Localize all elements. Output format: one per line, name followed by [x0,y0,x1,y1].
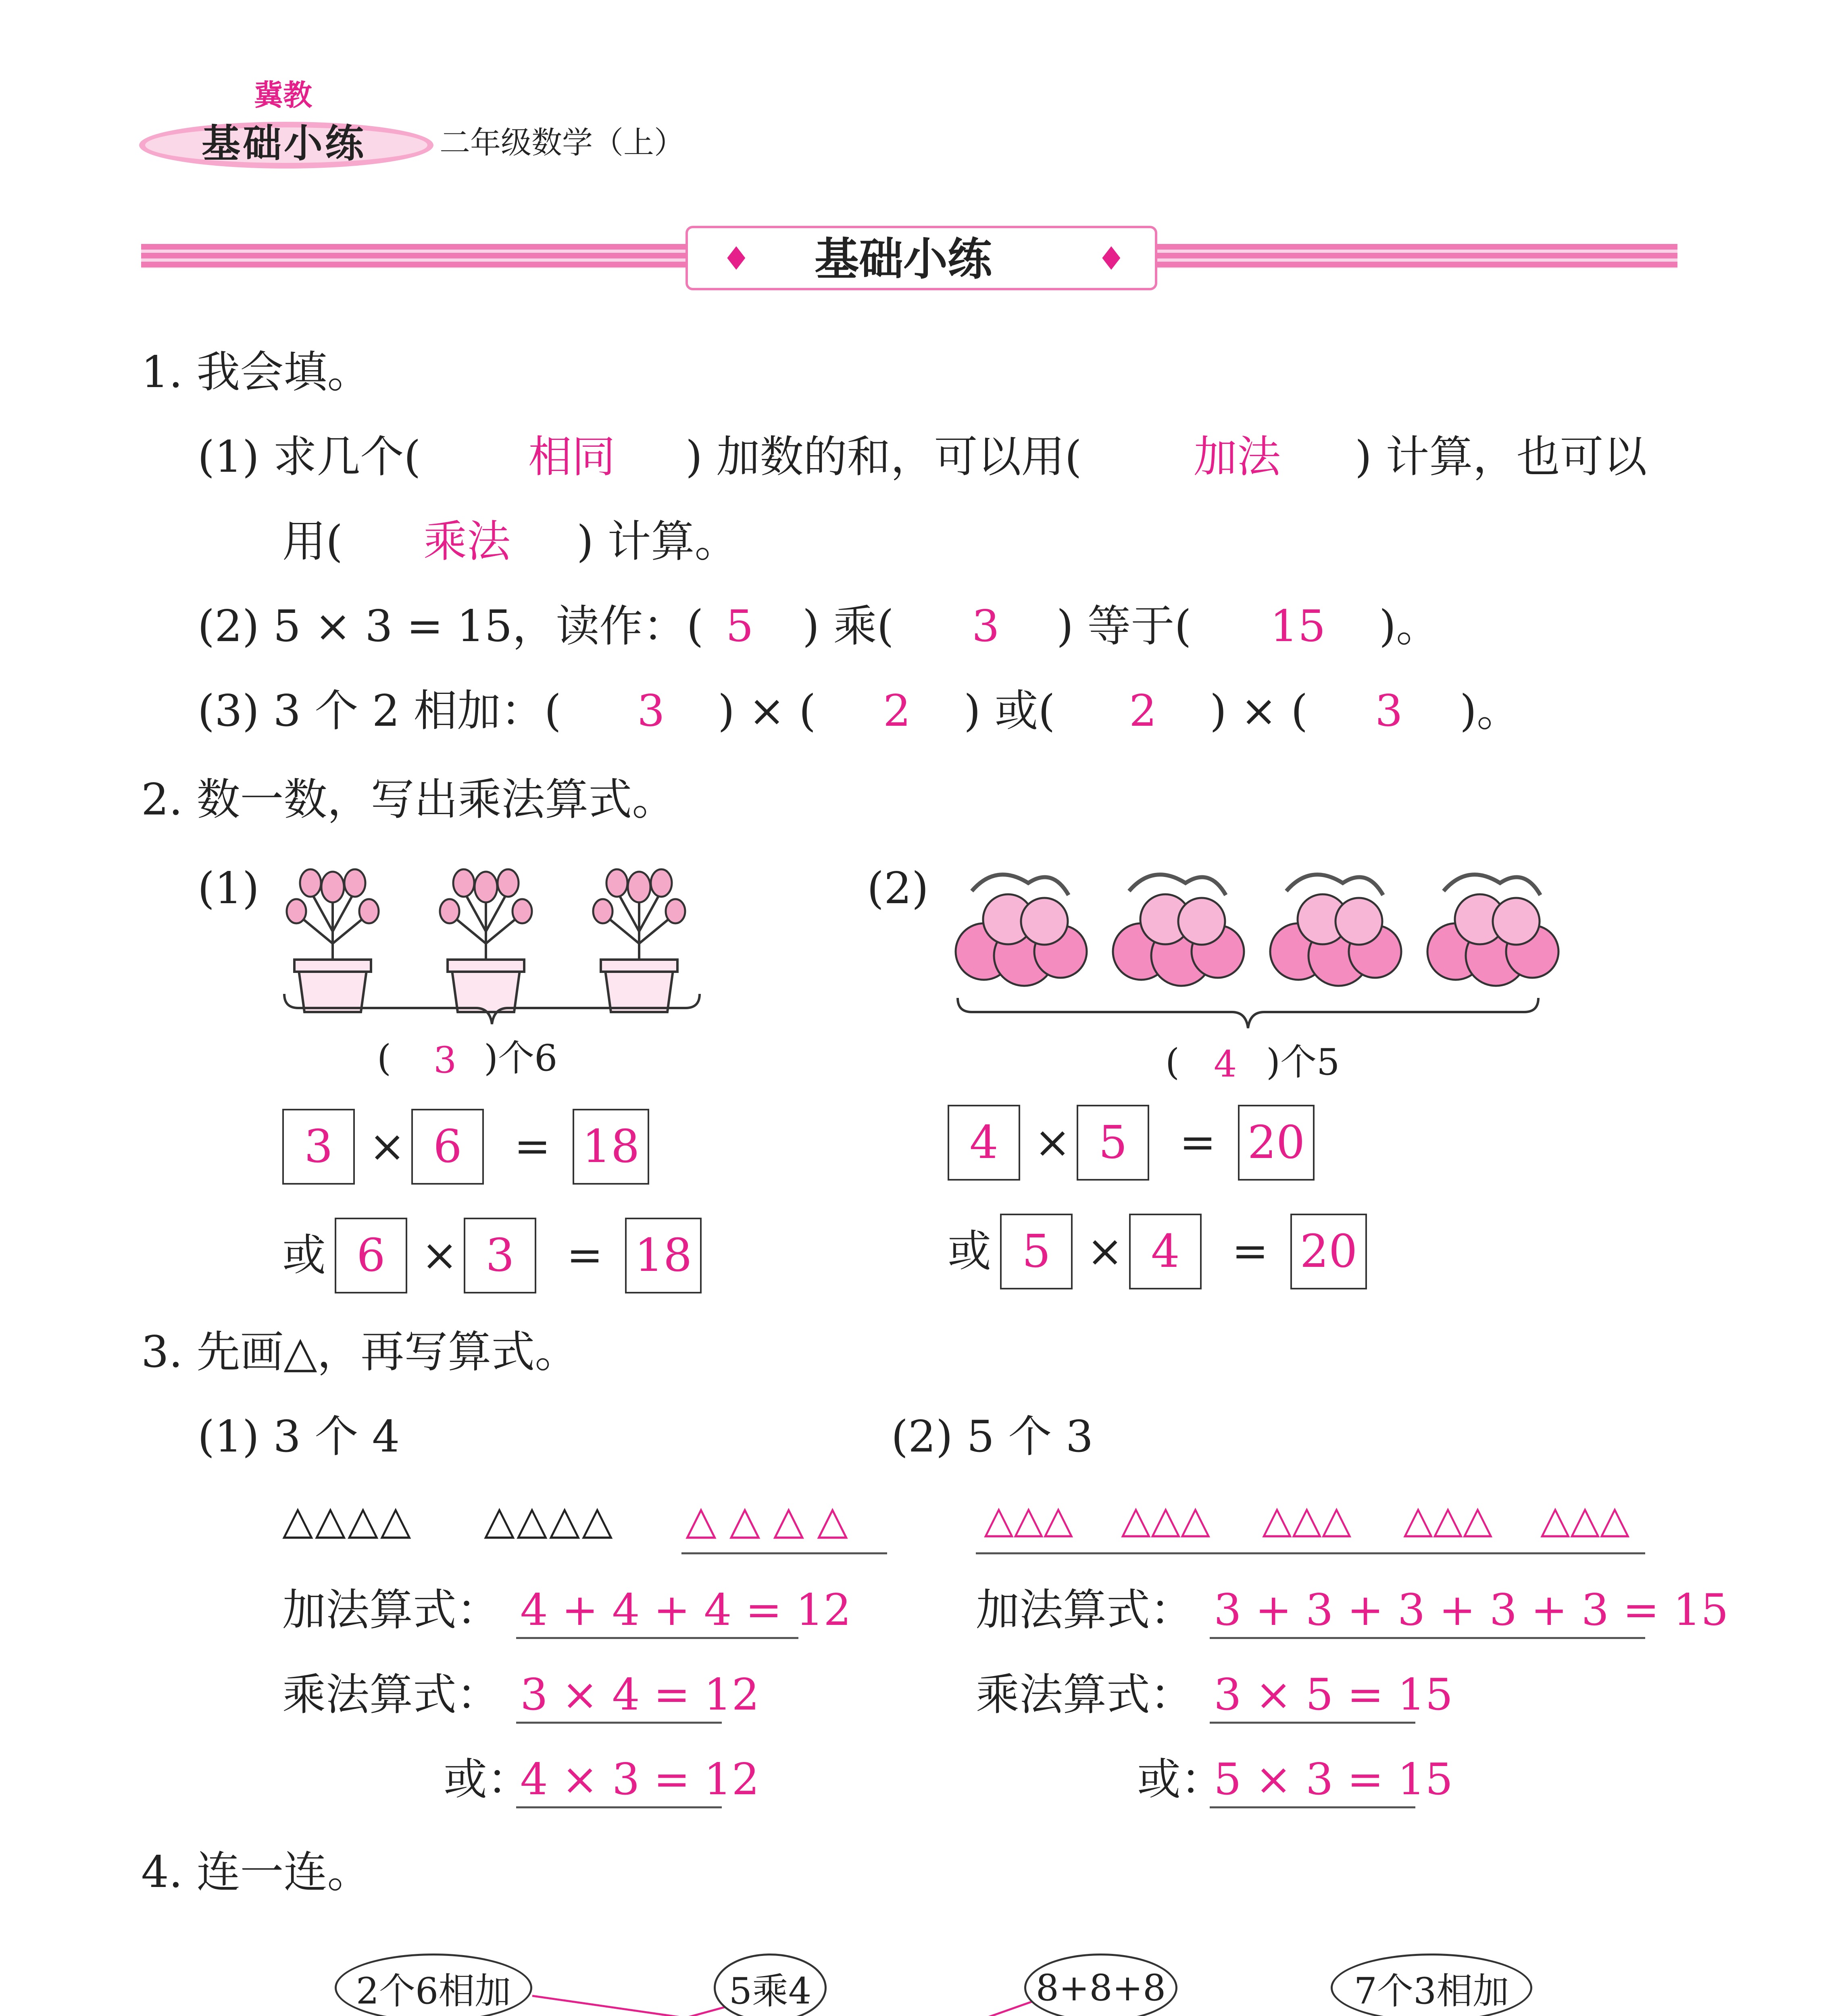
q2-left-count-answer: 3 [433,1039,457,1081]
add-label: 加法算式： [282,1585,500,1635]
q1-p2-answer-2: 3 [972,601,1000,652]
q1-p3-text-d: ) × ( [1210,686,1308,736]
banner-stripe-right [1157,244,1677,268]
brace-left [282,992,702,1028]
q3-left-drawn-triangles: △ △ △ △ [685,1496,848,1543]
q1-p1-text-c: ) 计算，也可以 [1355,432,1647,482]
q3-right-triangle-group: △△△ [1403,1497,1493,1542]
q3-left-printed-triangles: △△△△ [484,1496,615,1543]
apple-piles-illustration [948,859,1577,996]
apple-pile-icon [956,875,1087,986]
answer-box: 4 [948,1105,1020,1181]
answer-box: 4 [1129,1214,1202,1289]
apple-pile-icon [1427,875,1558,986]
answer-underline [1210,1722,1415,1724]
q2-right-count-answer: 4 [1214,1043,1237,1085]
q1-p2-answer-3: 15 [1270,601,1326,652]
q1-p1-answer-3: 乘法 [423,516,511,567]
match-oval-top[interactable]: 7个3相加 [1331,1954,1532,2016]
q1-p1-text-d: 用( [282,516,343,567]
banner-stripe-left [141,244,690,268]
q1-p1-answer-1: 相同 [528,432,616,482]
answer-underline [1210,1806,1415,1808]
section-banner [141,226,1677,290]
brace-right [956,996,1540,1032]
q2-right-label: (2) [867,863,929,914]
equals-sign: = [567,1230,603,1281]
q2-left-label: (1) [198,863,259,914]
q3-right-mul-answer: 3 × 5 = 15 [1214,1670,1453,1720]
answer-underline [516,1637,798,1639]
q2-right-count-open: ( [1165,1041,1180,1083]
q1-p2-text-c: ) 等于( [1056,601,1192,652]
or-label: 或： [444,1754,531,1805]
flower-pot-icon [287,869,379,1012]
q3-right-triangle-group: △△△ [1121,1497,1211,1542]
answer-box: 5 [1077,1105,1149,1181]
answer-box: 18 [625,1218,702,1293]
equals-sign: = [1179,1117,1216,1168]
diamond-icon: ♦ [722,240,751,277]
answer-box: 6 [411,1109,484,1185]
q2-left-count-open: ( [377,1037,392,1079]
add-label: 加法算式： [976,1585,1194,1635]
apple-pile-icon [1113,875,1244,986]
q3-left-printed-triangles: △△△△ [282,1496,413,1543]
answer-underline [516,1722,722,1724]
series-logo [137,69,435,181]
equals-sign: = [514,1121,551,1172]
q3-left-mul-answer: 3 × 4 = 12 [520,1670,760,1720]
q1-p2-text-a: (2) 5 × 3 = 15，读作：( [198,601,704,652]
q1-p3-text-e: )。 [1460,686,1521,736]
q1-p1-text-a: (1) 求几个( [198,432,421,482]
q3-right-or-answer: 5 × 3 = 15 [1214,1754,1453,1805]
q1-p1-answer-2: 加法 [1194,432,1281,482]
q2-left-count-suffix: )个6 [484,1037,558,1079]
or-label: 或 [948,1226,992,1277]
or-label: 或 [282,1230,326,1281]
q2-title: 2. 数一数，写出乘法算式。 [141,775,676,825]
times-sign: × [1034,1117,1071,1168]
answer-underline [976,1552,1645,1554]
book-title: 二年级数学（上） [440,125,685,160]
answer-underline [516,1806,722,1808]
q3-left-or-answer: 4 × 3 = 12 [520,1754,760,1805]
mul-label: 乘法算式： [282,1670,500,1720]
connection-lines [0,1935,1821,2016]
q1-title: 1. 我会填。 [141,347,371,398]
q1-p3-text-a: (3) 3 个 2 相加：( [198,686,561,736]
banner-title: 基础小练 [815,233,992,285]
q1-p2-answer-1: 5 [726,601,754,652]
answer-box: 18 [573,1109,649,1185]
answer-underline [681,1552,887,1554]
times-sign: × [421,1230,458,1281]
flower-pot-icon [593,869,685,1012]
apple-pile-icon [1270,875,1401,986]
answer-underline [1210,1637,1645,1639]
answer-box: 20 [1290,1214,1367,1289]
answer-box: 20 [1238,1105,1315,1181]
q1-p1-text-b: ) 加数的和，可以用( [685,432,1082,482]
q1-p2-text-d: )。 [1379,601,1440,652]
flower-pot-icon [440,869,532,1012]
q2-right-count-suffix: )个5 [1266,1041,1340,1083]
answer-box: 3 [464,1218,536,1293]
q3-right-add-answer: 3 + 3 + 3 + 3 + 3 = 15 [1214,1585,1729,1635]
q1-p3-answer-3: 2 [1129,686,1157,736]
q1-p2-text-b: ) 乘( [802,601,894,652]
series-name-label: 基础小练 [202,121,366,166]
q1-p3-answer-4: 3 [1375,686,1403,736]
match-oval-top[interactable]: 5乘4 [714,1954,827,2016]
q1-p3-text-b: ) × ( [718,686,816,736]
q3-right-label: (2) 5 个 3 [891,1412,1094,1462]
diamond-icon: ♦ [1097,240,1126,277]
q1-p1-text-e: ) 计算。 [577,516,738,567]
q3-left-label: (1) 3 个 4 [198,1412,400,1462]
match-oval-top[interactable]: 2个6相加 [335,1954,532,2016]
or-label: 或： [1137,1754,1225,1805]
match-oval-top[interactable]: 8+8+8 [1024,1954,1177,2016]
connect-line [843,1996,1048,2016]
series-top-label: 冀教 [254,78,313,112]
answer-box: 6 [335,1218,407,1293]
times-sign: × [369,1121,406,1172]
equals-sign: = [1232,1226,1269,1277]
q3-right-triangle-group: △△△ [1262,1497,1352,1542]
mul-label: 乘法算式： [976,1670,1194,1720]
q1-p3-answer-2: 2 [883,686,911,736]
answer-box: 5 [1000,1214,1073,1289]
q3-title: 3. 先画△，再写算式。 [141,1327,579,1377]
q3-right-triangle-group: △△△ [984,1497,1073,1542]
q3-right-triangle-group: △△△ [1540,1497,1630,1542]
q1-p3-text-c: ) 或( [964,686,1055,736]
times-sign: × [1087,1226,1123,1277]
q3-left-add-answer: 4 + 4 + 4 = 12 [520,1585,852,1635]
q1-p3-answer-1: 3 [637,686,665,736]
q4-title: 4. 连一连。 [141,1847,371,1897]
answer-box: 3 [282,1109,355,1185]
